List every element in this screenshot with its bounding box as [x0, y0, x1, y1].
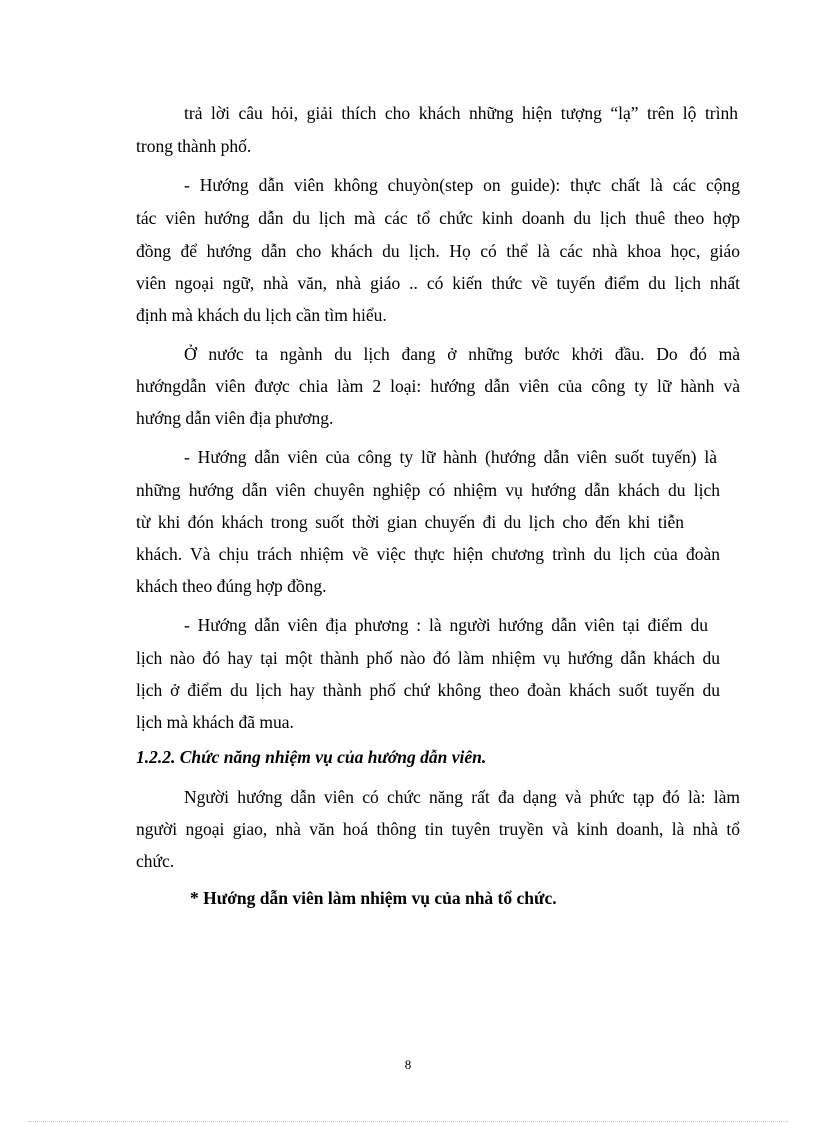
subheading: * Hướng dẫn viên làm nhiệm vụ của nhà tổ chức. — [190, 888, 557, 908]
text-line: viên ngoại ngữ, nhà văn, nhà giáo .. có kiến thức về tuyến điểm du lịch nhất — [136, 273, 740, 293]
text-line: lịch ở điểm du lịch hay thành phố chứ không theo đoàn khách suốt tuyến du — [136, 680, 720, 700]
text-line: khách. Và chịu trách nhiệm về việc thực hiện chương trình du lịch của đoàn — [136, 544, 720, 564]
text-line: từ khi đón khách trong suốt thời gian chuyến đi du lịch cho đến khi tiễn — [136, 512, 684, 532]
text-line: hướng dẫn viên địa phương. — [136, 408, 334, 428]
text-line: hướngdẫn viên được chia làm 2 loại: hướng dẫn viên của công ty lữ hành và — [136, 376, 740, 396]
section-heading: 1.2.2. Chức năng nhiệm vụ của hướng dẫn viên. — [136, 747, 487, 767]
text-line: lịch mà khách đã mua. — [136, 712, 294, 732]
text-line: Người hướng dẫn viên có chức năng rất đa dạng và phức tạp đó là: làm — [184, 787, 740, 807]
text-line: đồng để hướng dẫn cho khách du lịch. Họ có thể là các nhà khoa học, giáo — [136, 241, 740, 261]
page-divider — [28, 1121, 788, 1122]
text-line: - Hướng dẫn viên của công ty lữ hành (hướng dẫn viên suốt tuyến) là — [184, 447, 717, 467]
text-line: người ngoại giao, nhà văn hoá thông tin tuyên truyền và kinh doanh, là nhà tổ — [136, 819, 740, 839]
text-line: tác viên hướng dẫn du lịch mà các tổ chức kinh doanh du lịch thuê theo hợp — [136, 208, 740, 228]
text-line: định mà khách du lịch cần tìm hiểu. — [136, 305, 387, 325]
text-line: - Hướng dẫn viên không chuyòn(step on guide): thực chất là các cộng — [184, 175, 740, 195]
text-line: trả lời câu hỏi, giải thích cho khách những hiện tượng “lạ” trên lộ trình — [184, 103, 738, 123]
text-line: trong thành phố. — [136, 136, 252, 156]
page-number: 8 — [404, 1057, 412, 1072]
text-line: chức. — [136, 851, 175, 871]
text-line: những hướng dẫn viên chuyên nghiệp có nhiệm vụ hướng dẫn khách du lịch — [136, 480, 720, 500]
text-line: lịch nào đó hay tại một thành phố nào đó làm nhiệm vụ hướng dẫn khách du — [136, 648, 720, 668]
text-line: - Hướng dẫn viên địa phương : là người hướng dẫn viên tại điểm du — [184, 615, 708, 635]
text-line: Ở nước ta ngành du lịch đang ở những bước khởi đầu. Do đó mà — [184, 344, 740, 364]
text-line: khách theo đúng hợp đồng. — [136, 576, 327, 596]
